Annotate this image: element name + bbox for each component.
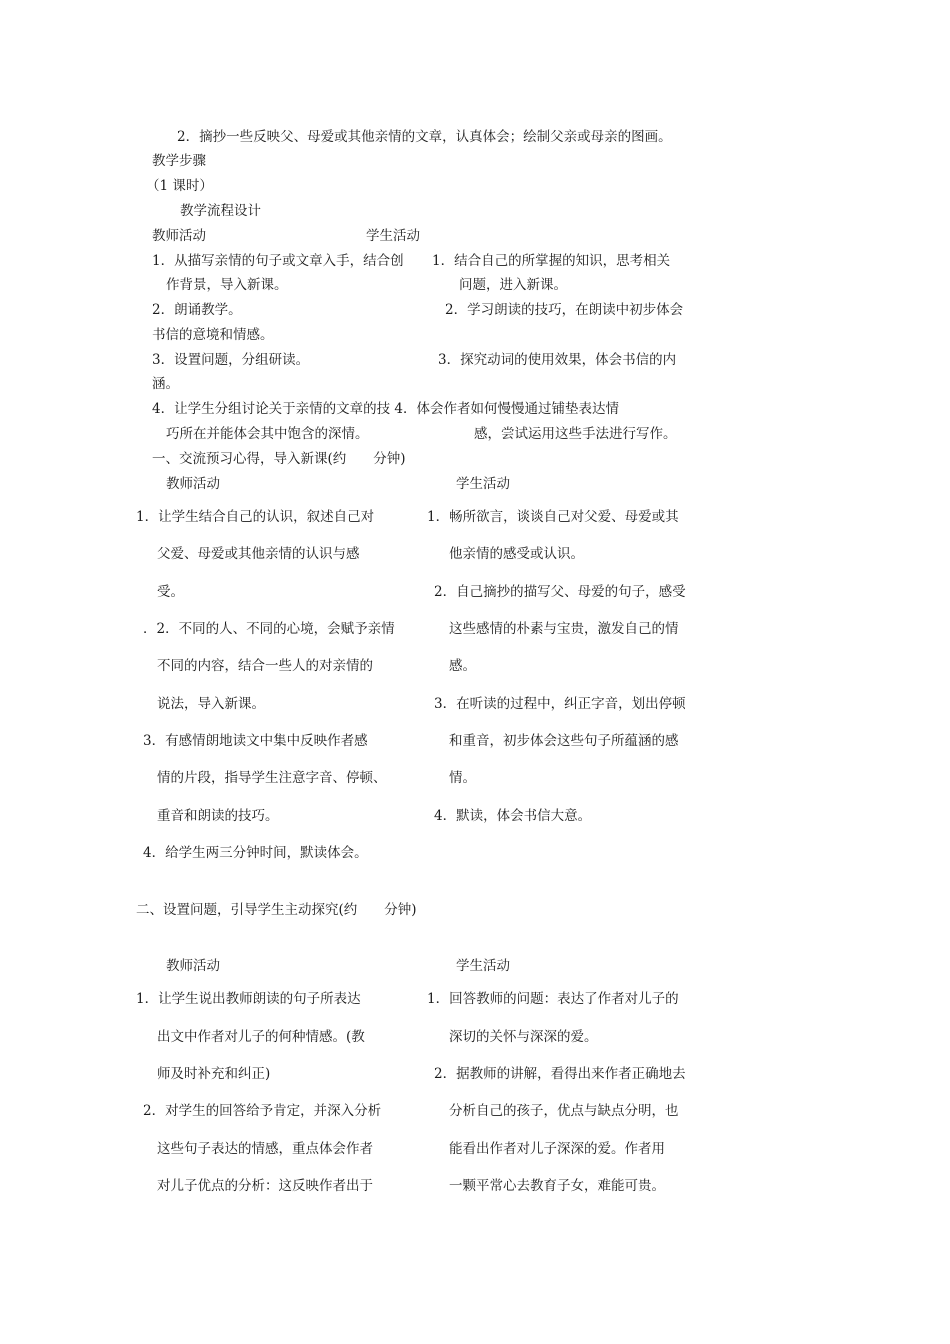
text-line: 2．自己摘抄的描写父、母爱的句子，感受 [434, 584, 686, 600]
text-line: 能看出作者对儿子深深的爱。作者用 [449, 1141, 665, 1157]
text-line: 1．从描写亲情的句子或文章入手，结合创 [152, 253, 404, 269]
text-line: 分析自己的孩子，优点与缺点分明，也 [449, 1103, 679, 1119]
text-line: 4．给学生两三分钟时间，默读体会。 [143, 845, 368, 861]
text-line: 他亲情的感受或认识。 [449, 546, 584, 562]
text-line: 3．设置问题，分组研读。 [152, 352, 310, 368]
text-line: 2．朗诵教学。 [152, 302, 242, 318]
column-header: 学生活动 [366, 228, 420, 244]
text-line: 重音和朗读的技巧。 [157, 808, 279, 824]
text-line: 1．回答教师的问题：表达了作者对儿子的 [427, 991, 679, 1007]
text-line: 巧所在并能体会其中饱含的深情。 [166, 426, 369, 442]
text-line: 情。 [449, 770, 476, 786]
text-line: 感。 [449, 658, 476, 674]
text-line: 受。 [157, 584, 184, 600]
text-line: 深切的关怀与深深的爱。 [449, 1029, 598, 1045]
text-line: 4．让学生分组讨论关于亲情的文章的技 4．体会作者如何慢慢通过铺垫表达情 [152, 401, 619, 417]
column-header: 教师活动 [166, 958, 220, 974]
text-line: 2．摘抄一些反映父、母爱或其他亲情的文章，认真体会；绘制父亲或母亲的图画。 [177, 129, 672, 145]
text-line: ．2．不同的人、不同的心境，会赋予亲情 [143, 621, 395, 637]
text-line: 2．对学生的回答给予肯定，并深入分析 [143, 1103, 382, 1119]
text-line: 2．学习朗读的技巧，在朗读中初步体会 [445, 302, 684, 318]
text-line: 感，尝试运用这些手法进行写作。 [474, 426, 677, 442]
text-line: 2．据教师的讲解，看得出来作者正确地去 [434, 1066, 686, 1082]
text-line: 出文中作者对儿子的何种情感。(教 [157, 1029, 365, 1045]
text-line: 一颗平常心去教育子女，难能可贵。 [449, 1178, 665, 1194]
column-header: 学生活动 [456, 476, 510, 492]
text-line: 父爱、母爱或其他亲情的认识与感 [157, 546, 360, 562]
column-header: 教师活动 [166, 476, 220, 492]
column-header: 教师活动 [152, 228, 206, 244]
section-heading: 一、交流预习心得，导入新课(约 分钟) [152, 451, 406, 467]
text-line: 3．有感情朗地读文中集中反映作者感 [143, 733, 368, 749]
text-line: 说法，导入新课。 [157, 696, 265, 712]
text-line: 1．结合自己的所掌握的知识，思考相关 [432, 253, 671, 269]
text-line: 1．让学生说出教师朗读的句子所表达 [136, 991, 361, 1007]
section-heading: 教学流程设计 [180, 203, 261, 219]
text-line: 涵。 [152, 376, 179, 392]
column-header: 学生活动 [456, 958, 510, 974]
text-line: 作背景，导入新课。 [166, 277, 288, 293]
text-line: 对儿子优点的分析：这反映作者出于 [157, 1178, 373, 1194]
text-line: 不同的内容，结合一些人的对亲情的 [157, 658, 373, 674]
section-heading: 二、设置问题，引导学生主动探究(约 分钟) [136, 902, 417, 918]
text-line: 3．探究动词的使用效果，体会书信的内 [438, 352, 677, 368]
text-line: 1．畅所欲言，谈谈自己对父爱、母爱或其 [427, 509, 679, 525]
text-line: 这些句子表达的情感，重点体会作者 [157, 1141, 373, 1157]
text-line: 和重音，初步体会这些句子所蕴涵的感 [449, 733, 679, 749]
text-line: 师及时补充和纠正) [157, 1066, 271, 1082]
text-line: 1．让学生结合自己的认识，叙述自己对 [136, 509, 375, 525]
text-line: 书信的意境和情感。 [152, 327, 274, 343]
text-line: 这些感情的朴素与宝贵，激发自己的情 [449, 621, 679, 637]
text-line: 教学步骤 [152, 153, 206, 169]
text-line: 问题，进入新课。 [459, 277, 567, 293]
text-line: 情的片段，指导学生注意字音、停顿、 [157, 770, 387, 786]
text-line: （1 课时） [146, 178, 213, 194]
text-line: 4．默读，体会书信大意。 [434, 808, 592, 824]
text-line: 3．在听读的过程中，纠正字音，划出停顿 [434, 696, 686, 712]
